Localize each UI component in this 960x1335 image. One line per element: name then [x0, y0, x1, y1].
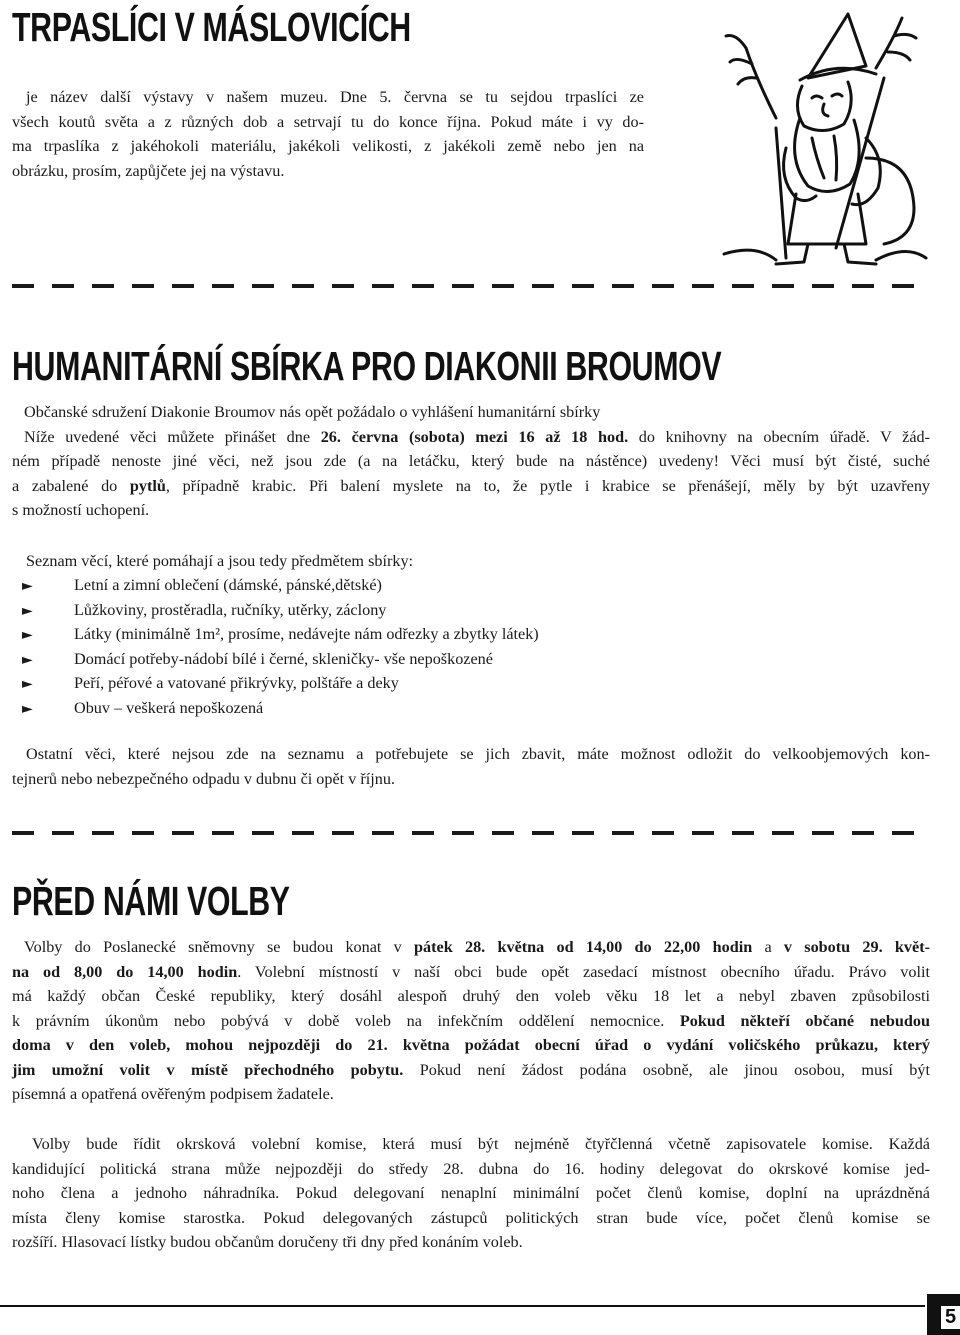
list-item — [22, 598, 539, 623]
paragraph-line: písemná a opatřená ověřeným podpisem žadatele. — [12, 1085, 334, 1103]
text-run-bold: jim umožní volit v místě přechodného pobytu. — [12, 1060, 404, 1079]
list-item-text: Peří, péřové a vatované přikrývky, polštáře a deky — [74, 674, 399, 692]
section-divider — [12, 831, 932, 835]
paragraph-line: Volby bude řídit okrsková volební komise, která musí být nejméně čtyřčlenná včetně zapisovatele komise. Každá — [32, 1135, 930, 1153]
paragraph-line: všech koutů světa a z různých dob a setrvají tu do konce října. Pokud máte i vy do- — [12, 112, 644, 131]
list-item-text: Látky (minimálně 1m², prosíme, nedávejte nám odřezky a zbytky látek) — [74, 625, 539, 643]
paragraph-line — [12, 1058, 930, 1083]
list-item — [22, 573, 539, 598]
text-run-bold: pytlů — [129, 476, 166, 495]
paragraph-line: ma trpaslíka z jakéhokoli materiálu, jakékoli velikosti, z jakékoli země nebo jen na — [12, 137, 644, 155]
text-run: Volby do Poslanecké sněmovny se budou konat v — [24, 938, 415, 956]
text-run-bold: na od 8,00 do 14,00 hodin — [12, 962, 238, 981]
list-item — [22, 622, 539, 647]
elections-paragraph — [12, 935, 930, 1107]
closing-paragraph — [12, 742, 930, 791]
paragraph-line — [12, 474, 930, 499]
gnome-illustration — [716, 8, 930, 270]
bullet-arrow-icon: ► — [22, 700, 33, 717]
paragraph-line: noho člena a jednoho náhradníka. Pokud delegovaní nenaplní minimální počet členů komise, doplní na uprázdněná — [12, 1184, 930, 1202]
election-date-friday: pátek 28. května od 14,00 do 22,00 hodin — [414, 938, 753, 956]
paragraph-line — [12, 425, 930, 450]
section-title-volby: PŘED NÁMI VOLBY — [12, 878, 290, 924]
paragraph-line — [12, 1009, 930, 1034]
text-run: a zabalené do — [12, 476, 130, 495]
text-run: a — [752, 938, 784, 956]
list-item — [22, 671, 539, 696]
paragraph-line: je název další výstavy v našem muzeu. Dne 5. června se tu sejdou trpaslíci ze — [26, 88, 644, 106]
bullet-arrow-icon: ► — [22, 602, 33, 619]
bullet-arrow-icon: ► — [22, 651, 33, 668]
paragraph-line: Občanské sdružení Diakonie Broumov nás opět požádalo o vyhlášení humanitární sbírky — [24, 403, 601, 421]
paragraph-line: rozšíří. Hlasovací lístky budou občanům doručeny tři dny před konáním voleb. — [12, 1233, 523, 1251]
paragraph-line — [12, 935, 930, 960]
page-number: 5 — [941, 1306, 960, 1329]
collection-date: 26. června (sobota) mezi 16 až 18 hod. — [320, 427, 629, 446]
paragraph-line: ném případě nenoste jiné věci, než jsou zde (a na letáčku, který bude na nástěnce) uvedeny! Věci musí být čisté, suché — [12, 452, 930, 470]
paragraph-line — [12, 1033, 930, 1058]
text-run: k právním úkonům nebo pobývá v době voleb na infekčním oddělení nemocnice. — [12, 1011, 680, 1030]
list-intro — [26, 549, 826, 574]
list-item-text: Obuv – veškerá nepoškozená — [74, 698, 264, 717]
paragraph-line: s možností uchopení. — [12, 501, 150, 519]
collection-paragraph — [12, 400, 930, 523]
section-divider — [12, 284, 932, 288]
list-item — [22, 696, 539, 721]
section-title-trpaslici: TRPASLÍCI V MÁSLOVICÍCH — [12, 4, 411, 50]
list-item-text: Domácí potřeby-nádobí bílé i černé, skleničky- vše nepoškozené — [74, 649, 493, 668]
text-run-bold: Pokud někteří občané nebudou — [679, 1011, 930, 1030]
footer-rule — [0, 1305, 925, 1307]
bullet-arrow-icon: ► — [22, 676, 33, 692]
list-item-text: Letní a zimní oblečení (dámské, pánské,dětské) — [74, 576, 382, 594]
page-number-box — [927, 1294, 960, 1335]
paragraph-line: tejnerů nebo nebezpečného odpadu v dubnu či opět v říjnu. — [12, 769, 395, 788]
exhibition-paragraph — [12, 85, 644, 183]
paragraph-line — [12, 960, 930, 985]
text-run: Níže uvedené věci můžete přinášet dne — [24, 427, 321, 446]
collection-items-list — [22, 573, 539, 720]
election-date-saturday: v sobotu 29. květ- — [783, 938, 930, 956]
text-run: do knihovny na obecním úřadě. V žád- — [628, 427, 930, 446]
paragraph-line: Seznam věcí, které pomáhají a jsou tedy předmětem sbírky: — [26, 552, 414, 570]
paragraph-line: má každý občan České republiky, který dosáhl alespoň druhý den voleb věku 18 let a nebyl zbaven způsobilosti — [12, 987, 930, 1005]
paragraph-line: Ostatní věci, které nejsou zde na seznamu a potřebujete se jich zbavit, máte možnost odložit do velkoobjemových kon- — [26, 745, 930, 763]
text-run: , případně krabic. Při balení myslete na to, že pytle i krabice se přenášejí, měly by být uzavřeny — [165, 476, 931, 495]
text-run-bold: doma v den voleb, mohou nejpozději do 21. května požádat obecní úřad o vydání voličského průkazu, který — [12, 1036, 930, 1054]
bullet-arrow-icon: ► — [22, 627, 33, 643]
paragraph-line: místa členy komise starostka. Pokud delegovaných zástupců politických stran bude více, počet členů komise se — [12, 1208, 930, 1227]
commission-paragraph — [12, 1132, 930, 1255]
paragraph-line: kandidující politická strana může nejpozději do středy 28. dubna do 16. hodiny delegovat do okrskové komise jed- — [12, 1159, 930, 1178]
section-title-humanitarni: HUMANITÁRNÍ SBÍRKA PRO DIAKONII BROUMOV — [12, 343, 722, 389]
list-item-text: Lůžkoviny, prostěradla, ručníky, utěrky, záclony — [74, 600, 387, 619]
text-run: Pokud není žádost podána osobně, ale jinou osobou, musí být — [403, 1060, 930, 1079]
bullet-arrow-icon: ► — [22, 578, 33, 594]
paragraph-line: obrázku, prosím, zapůjčete jej na výstavu. — [12, 161, 285, 180]
list-item — [22, 647, 539, 672]
text-run: . Volební místností v naší obci bude opět zasedací místnost obecního úřadu. Právo volit — [237, 962, 930, 981]
